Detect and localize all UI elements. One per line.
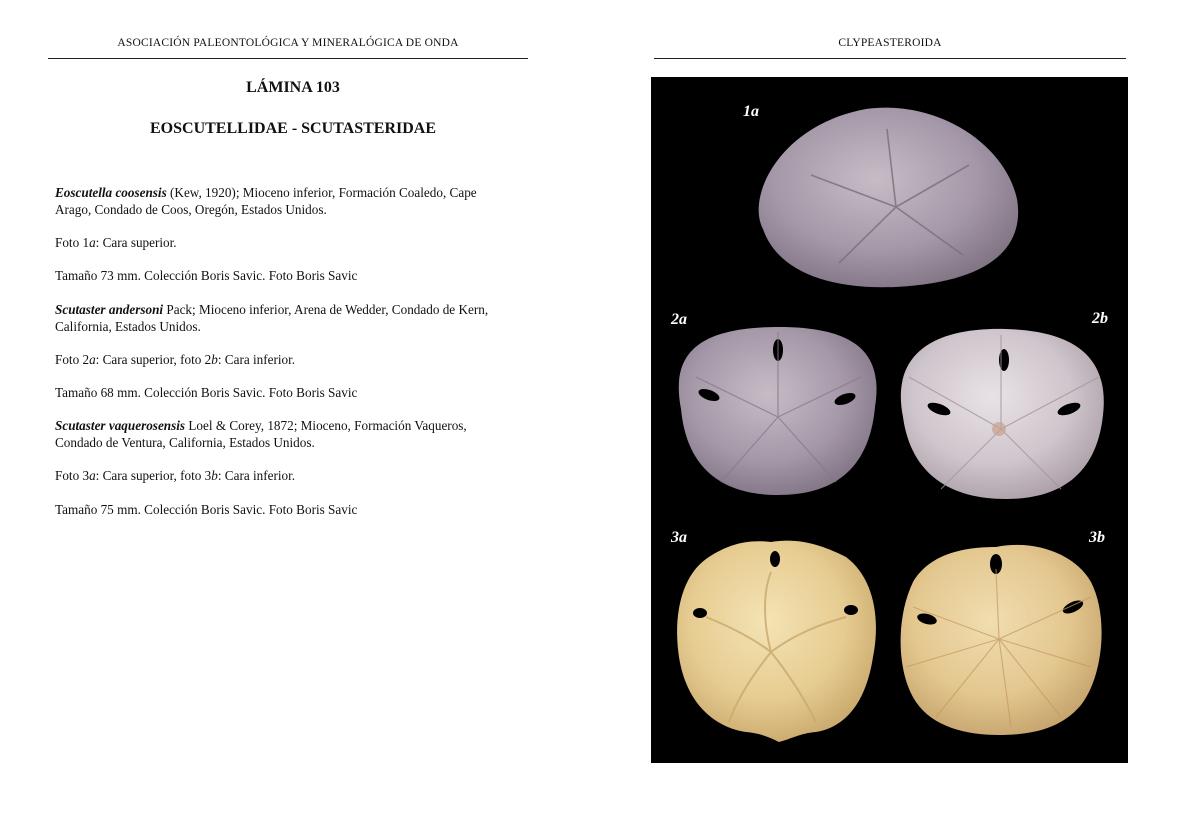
fossil-2a-image: [679, 327, 877, 495]
caption-view: b: [211, 352, 218, 367]
caption-text: Foto 3: [55, 468, 90, 483]
fossil-3a-image: [677, 541, 876, 742]
species-authority: Loel & Corey, 1872; Mioceno, Formación Vaqueros,: [185, 418, 467, 433]
caption-text: : Cara superior, foto 3: [95, 468, 212, 483]
photo-label-3b: 3b: [1089, 529, 1105, 546]
species-description-3: [55, 417, 535, 451]
size-credit-3: Tamaño 75 mm. Colección Boris Savic. Foto Boris Savic: [55, 502, 358, 517]
fossil-1a-image: [759, 108, 1018, 288]
caption-view: b: [211, 468, 218, 483]
caption-text: : Cara inferior.: [217, 468, 296, 483]
photo-label-2a: 2a: [671, 311, 687, 328]
species-locality: Arago, Condado de Coos, Oregón, Estados Unidos.: [55, 202, 327, 217]
species-description-1: [55, 184, 535, 218]
species-description-2: [55, 301, 535, 335]
photo-caption-3: [55, 467, 535, 484]
species-name: Scutaster andersoni: [55, 302, 164, 317]
species-name: Scutaster vaquerosensis: [55, 418, 186, 433]
species-name: Eoscutella coosensis: [55, 185, 167, 200]
caption-text: Foto 1: [55, 235, 90, 250]
plate-families: EOSCUTELLIDAE - SCUTASTERIDAE: [150, 120, 436, 137]
caption-view: a: [89, 468, 96, 483]
fossil-3b-image: [901, 545, 1102, 735]
caption-text: : Cara superior, foto 2: [95, 352, 212, 367]
caption-text: : Cara inferior.: [217, 352, 296, 367]
running-header-left: ASOCIACIÓN PALEONTOLÓGICA Y MINERALÓGICA DE ONDA: [117, 37, 459, 49]
species-authority: Pack; Mioceno inferior, Arena de Wedder, Condado de Kern,: [163, 302, 489, 317]
size-credit-1: Tamaño 73 mm. Colección Boris Savic. Foto Boris Savic: [55, 268, 358, 283]
species-authority: (Kew, 1920); Mioceno inferior, Formación Coaledo, Cape: [166, 185, 477, 200]
fossil-photo-plate: [651, 77, 1128, 763]
size-credit-2: Tamaño 68 mm. Colección Boris Savic. Foto Boris Savic: [55, 385, 358, 400]
photo-caption-1: [55, 234, 535, 251]
photo-label-1a: 1a: [743, 103, 759, 120]
running-header-right: CLYPEASTEROIDA: [838, 37, 942, 49]
photo-label-2b: 2b: [1092, 310, 1108, 327]
species-locality: California, Estados Unidos.: [55, 319, 201, 334]
caption-view: a: [89, 235, 96, 250]
plate-title: LÁMINA 103: [246, 79, 340, 96]
photo-caption-2: [55, 351, 535, 368]
header-rule-right: [654, 58, 1126, 59]
caption-view: a: [89, 352, 96, 367]
species-locality: Condado de Ventura, California, Estados Unidos.: [55, 435, 315, 450]
caption-text: : Cara superior.: [95, 235, 177, 250]
photo-label-3a: 3a: [671, 529, 687, 546]
fossil-2b-image: [901, 329, 1104, 499]
header-rule-left: [48, 58, 528, 59]
caption-text: Foto 2: [55, 352, 90, 367]
